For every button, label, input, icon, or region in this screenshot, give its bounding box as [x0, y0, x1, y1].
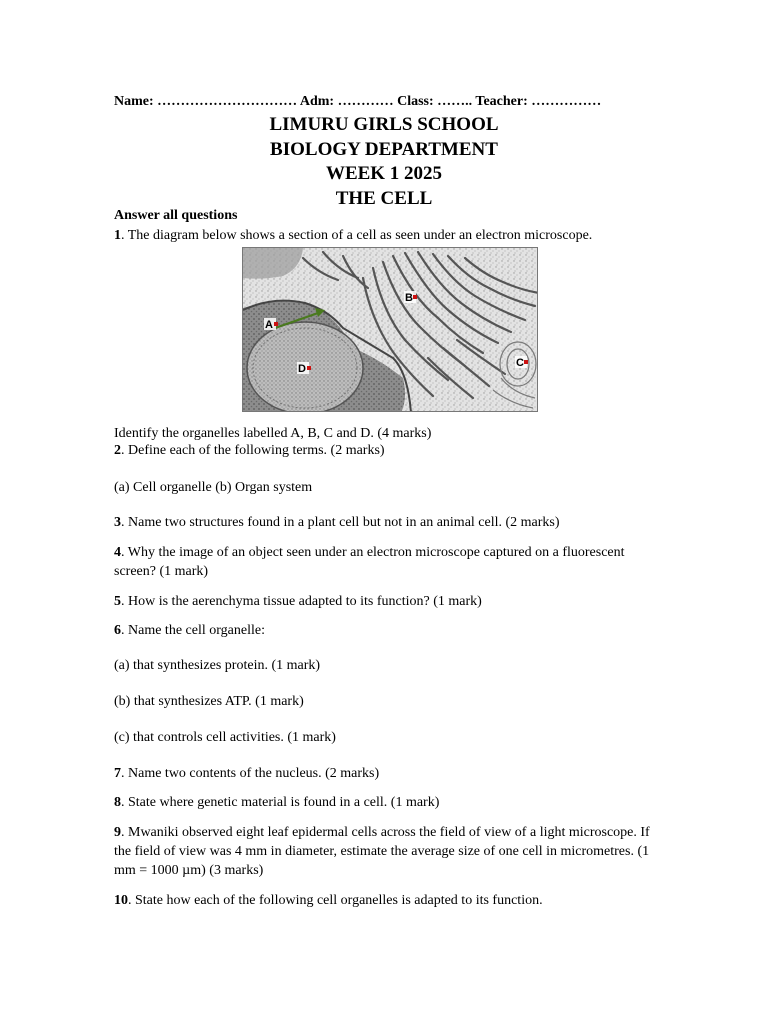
- question-number: 1: [114, 228, 121, 243]
- question-2: [114, 441, 654, 460]
- question-number: 10: [114, 893, 128, 908]
- question-text: . Name the cell organelle:: [121, 623, 265, 638]
- question-text: . The diagram below shows a section of a cell as seen under an electron microscope.: [121, 228, 593, 243]
- question-number: 3: [114, 515, 121, 530]
- label-a: [264, 318, 278, 331]
- question-1: [114, 226, 654, 245]
- topic-title: THE CELL: [335, 187, 433, 209]
- cell-micrograph: [243, 248, 538, 412]
- question-5: [114, 592, 654, 611]
- question-6c: [114, 728, 654, 747]
- question-text: . Name two contents of the nucleus. (2 marks): [121, 766, 380, 781]
- question-number: 8: [114, 795, 121, 810]
- question-text: Identify the organelles labelled A, B, C and D. (4 marks): [114, 426, 432, 441]
- question-text: . Mwaniki observed eight leaf epidermal cells across the field of view of a light microscope. If the field of view was 4 mm in diameter, estimate the average size of one cell in micrometres. (1 mm = 1000 µm) (3 marks): [114, 825, 650, 878]
- department-name: BIOLOGY DEPARTMENT: [270, 138, 498, 160]
- question-number: 5: [114, 594, 121, 609]
- question-number: 6: [114, 623, 121, 638]
- question-10: [114, 891, 654, 910]
- question-number: 9: [114, 825, 121, 840]
- title-block: [0, 113, 768, 211]
- svg-text:B: B: [405, 292, 413, 304]
- question-6b: [114, 692, 654, 711]
- question-text: . Name two structures found in a plant cell but not in an animal cell. (2 marks): [121, 515, 560, 530]
- svg-text:A: A: [265, 319, 273, 331]
- svg-text:D: D: [298, 363, 306, 375]
- question-text: . How is the aerenchyma tissue adapted to its function? (1 mark): [121, 594, 482, 609]
- question-text: . State where genetic material is found in a cell. (1 mark): [121, 795, 440, 810]
- question-text: . Why the image of an object seen under an electron microscope captured on a fluorescent screen? (1 mark): [114, 545, 625, 579]
- question-text: (c) that controls cell activities. (1 mark): [114, 730, 336, 745]
- question-number: 2: [114, 443, 121, 458]
- question-number: 4: [114, 545, 121, 560]
- question-number: 7: [114, 766, 121, 781]
- question-6a: [114, 656, 654, 675]
- question-9: [114, 823, 654, 880]
- question-text: . Define each of the following terms. (2 marks): [121, 443, 385, 458]
- instructions: Answer all questions: [114, 208, 238, 223]
- label-b: [404, 291, 417, 304]
- cell-micrograph-figure: [242, 247, 538, 412]
- label-c: [515, 356, 528, 369]
- school-name: LIMURU GIRLS SCHOOL: [269, 114, 499, 135]
- question-text: . State how each of the following cell organelles is adapted to its function.: [128, 893, 543, 908]
- question-6: [114, 621, 654, 640]
- question-8: [114, 793, 654, 812]
- question-7: [114, 764, 654, 783]
- week-label: WEEK 1 2025: [325, 163, 443, 184]
- question-text: (a) that synthesizes protein. (1 mark): [114, 658, 321, 673]
- svg-text:C: C: [516, 357, 524, 369]
- question-text: (b) that synthesizes ATP. (1 mark): [114, 694, 304, 709]
- question-3: [114, 513, 654, 532]
- label-d: [297, 362, 311, 375]
- student-details-line: Name: ………………………… Adm: ………… Class: …….. Teacher: ……………: [114, 94, 602, 109]
- question-4: [114, 543, 654, 581]
- question-text: (a) Cell organelle (b) Organ system: [114, 480, 313, 495]
- question-2-parts: [114, 478, 654, 497]
